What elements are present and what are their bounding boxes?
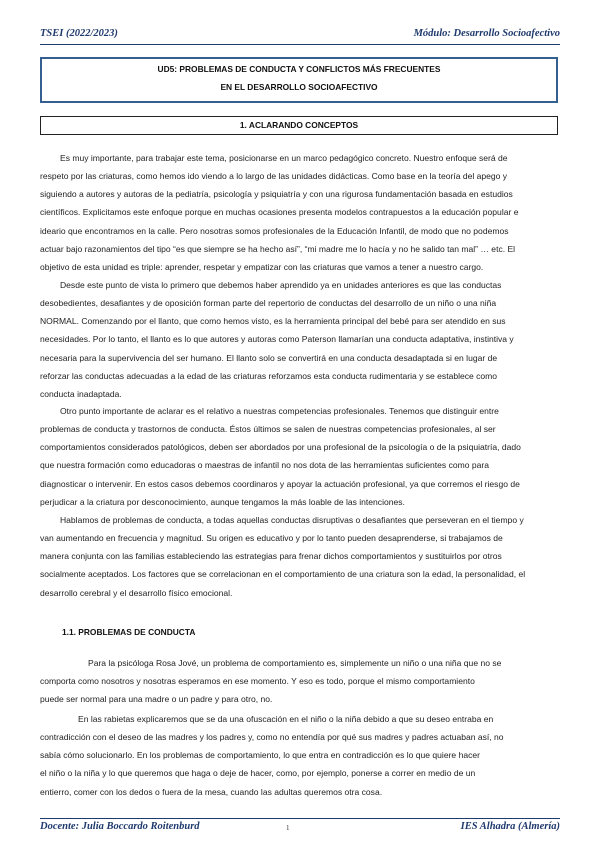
section-heading: 1. ACLARANDO CONCEPTOS: [40, 116, 558, 135]
text-line: diagnosticar o intervenir. En estos casos debemos coordinaros y apoyar la actuación profesional, ya que corremos el riesgo de: [40, 478, 520, 489]
text-line: objetivo de esta unidad es triple: aprender, respetar y empatizar con las criaturas que vamos a tener a nuestro cargo.: [40, 261, 484, 272]
text-line: Para la psicóloga Rosa Jové, un problema de comportamiento es, simplemente un niño o una niña que no se: [88, 658, 502, 668]
paragraph: [40, 402, 560, 511]
footer-divider: [40, 818, 560, 819]
paragraph: [40, 654, 560, 708]
text-line: problemas de conducta y trastornos de conducta. Éstos últimos se salen de nuestras competencias profesionales, al ser: [40, 424, 496, 435]
header-course: TSEI (2022/2023): [40, 28, 118, 39]
unit-title-line-2: EN EL DESARROLLO SOCIOAFECTIVO: [220, 82, 378, 92]
text-line: necesidades. Por lo tanto, el llanto es lo que autores y autoras como Paterson llamarían una conducta adaptativa, instintiva y: [40, 334, 514, 345]
text-line: socialmente aceptados. Los factores que se correlacionan en el comportamiento de una criatura son la edad, la personalidad, el: [40, 569, 526, 580]
text-line: perjudicar a la criatura por desconocimiento, aunque tengamos la más loable de las intenciones.: [40, 496, 405, 507]
text-line: comporta como nosotros y nosotras esperamos en ese momento. Y eso es todo, porque el mismo comportamiento: [40, 676, 475, 687]
text-line: científicos. Explicitamos este enfoque porque en muchas ocasiones presenta modelos contrapuestos a la educación popular e: [40, 207, 519, 218]
header-divider: [40, 44, 560, 45]
text-line: NORMAL. Comenzando por el llanto, que como hemos visto, es la herramienta principal del bebé para ser atendido en sus: [40, 316, 506, 327]
text-line: contradicción con el deseo de las madres y los padres y, como no entendía por qué sus madres y padres actuaban así, no: [40, 732, 504, 743]
text-line: comportamientos considerados patológicos, deben ser abordados por una profesional de la psicología o de la psiquiatría, dado: [40, 442, 521, 453]
paragraph: [40, 276, 560, 403]
text-line: respeto por las criaturas, como hemos ido viendo a lo largo de las unidades didácticas. Como base en la teoría del apego y: [40, 171, 508, 182]
paragraph: [40, 511, 560, 602]
text-line: Es muy importante, para trabajar este tema, posicionarse en un marco pedagógico concreto. Nuestro enfoque será de: [60, 153, 508, 163]
footer-school: IES Alhadra (Almería): [460, 821, 560, 832]
subsection-heading: 1.1. PROBLEMAS DE CONDUCTA: [62, 627, 196, 637]
text-line: En las rabietas explicaremos que se da una ofuscación en el niño o la niña debido a que su deseo entraba en: [78, 714, 494, 724]
text-line: ideario que encontramos en la calle. Pero nosotras somos profesionales de la Educación Infantil, de modo que no podemos: [40, 225, 509, 236]
text-line: que nuestra formación como educadoras o maestras de infantil no nos dota de las herramientas suficientes como para: [40, 460, 489, 471]
unit-title-line-1: UD5: PROBLEMAS DE CONDUCTA Y CONFLICTOS MÁS FRECUENTES: [157, 64, 441, 74]
text-line: van aumentando en frecuencia y magnitud. Su origen es educativo y por lo tanto pueden desaprenderse, si trabajamos de: [40, 533, 503, 544]
text-line: necesaria para la supervivencia del ser humano. El llanto solo se convertirá en una conducta desadaptada si en lugar de: [40, 352, 498, 363]
header-module: Módulo: Desarrollo Socioafectivo: [413, 28, 560, 39]
text-line: desobedientes, desafiantes y de oposición forman parte del repertorio de conductas del desarrollo de un niño o una niña: [40, 298, 497, 309]
text-line: siguiendo a autores y autoras de la pediatría, psicología y psiquiatría y con una rigurosa fundamentación basada en estudios: [40, 189, 513, 200]
text-line: Hablamos de problemas de conducta, a todas aquellas conductas disruptivas o desafiantes que perseveran en el tiempo y: [60, 515, 524, 525]
unit-title-box: [40, 57, 558, 103]
text-line: actuar bajo razonamientos del tipo “es que siempre se ha hecho así”, “mi madre me lo hacía y no he salido tan mal” … etc. El: [40, 243, 516, 254]
text-line: puede ser normal para una madre o un padre y para otro, no.: [40, 694, 273, 705]
text-line: desarrollo cerebral y el desarrollo físico emocional.: [40, 587, 233, 598]
text-line: sabía cómo solucionarlo. En los problemas de comportamiento, lo que entra en contradicción es lo que quiere hacer: [40, 750, 480, 761]
text-line: Desde este punto de vista lo primero que debemos haber aprendido ya en unidades anteriores es que las conductas: [60, 280, 502, 290]
paragraph: [40, 149, 560, 276]
text-line: manera conjunta con las familias estableciendo las estrategias para frenar dichos comportamientos y sustituirlos por otros: [40, 551, 502, 562]
page-number: 1: [286, 824, 290, 832]
text-line: conducta inadaptada.: [40, 388, 122, 399]
text-line: el niño o la niña y lo que queremos que haga o deje de hacer, como, por ejemplo, ponerse a correr en medio de un: [40, 768, 476, 779]
text-line: Otro punto importante de aclarar es el relativo a nuestras competencias profesionales. Tenemos que distinguir entre: [60, 406, 499, 416]
text-line: entierro, comer con los dedos o fuera de la mesa, cuando las adultas queremos otra cosa.: [40, 786, 383, 797]
paragraph: [40, 710, 560, 801]
text-line: reforzar las conductas adecuadas a la edad de las criaturas reforzamos esta conducta rudimentaria y se establece como: [40, 370, 498, 381]
footer-teacher: Docente: Julia Boccardo Roitenburd: [40, 821, 200, 832]
